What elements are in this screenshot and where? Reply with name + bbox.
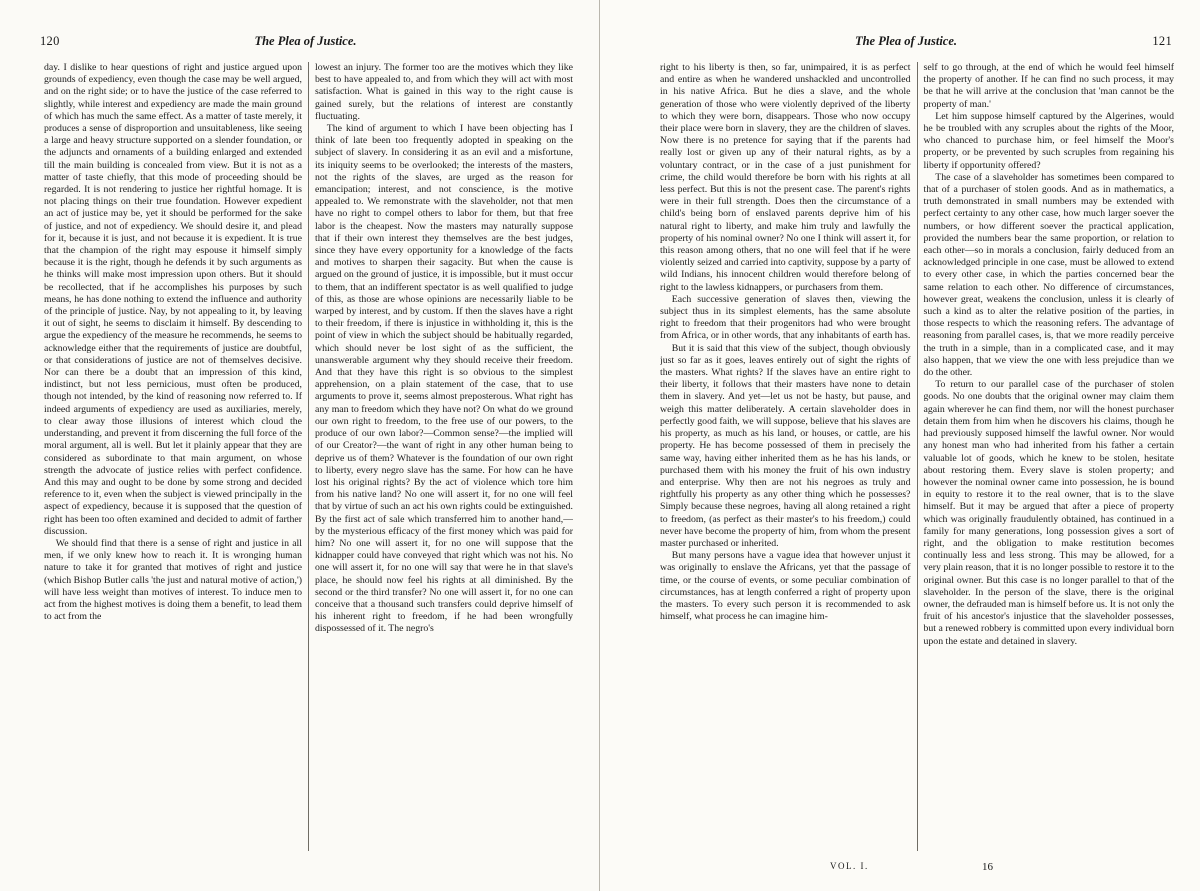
page-footer <box>660 861 1174 875</box>
paragraph: We should find that there is a sense of right and justice in all men, if we only knew how to reach it. It is wronging human nature to take it for granted that motives of right and justice (which Bishop Butler calls 'the just and natural motive of action,') will have less weight than motives of interest. To induce men to act from the highest motives is doing them a benefit, to lead them to act from the <box>44 537 302 623</box>
signature-number: 16 <box>982 861 993 873</box>
running-head <box>40 34 571 54</box>
paragraph: day. I dislike to hear questions of right and justice argued upon grounds of expediency, even though the case may be well argued, and on the right side; or to have the justice of the case referred to slightly, while interest and expediency are made the main ground of which has much the same effect. As a matter of taste merely, it produces a sense of disproportion and unsuitableness, like seeing a large and heavy structure supported on a slender foundation, or the adjuncts and ornaments of a building enlarged and extended till the main building is concealed from view. But it is not as a matter of taste chiefly, that this mode of proceeding should be regarded. It is not rendering to justice her rightful homage. It is not placing things on their true foundation. However expedient an act of justice may be, yet it should be performed for the sake of justice, and not of expediency. We should desire it, and plead for it, because it is just, and not because it is expedient. It is true that the champion of the right may espouse it himself simply because it is the right, though he defends it by such arguments as he thinks will make most impression upon others. But it should be recollected, that if he accomplishes his purposes by such means, he has done nothing to extend the influence and authority of the principle of justice. Nay, by not appealing to it, by leaving it out of sight, he seems to disclaim it himself. By descending to argue the expediency of the measure he recommends, he seems to acknowledge either that the requirements of justice are doubtful, or that considerations of justice are not of themselves decisive. Nor can there be a doubt that an impression of this kind, indistinct, but not less pernicious, must often be produced, though not intended, by the kind of reasoning now referred to. If indeed arguments of expediency are used as auxiliaries, merely, to clear away those illusions of interest which cloud the understanding, and prevent it from discerning the full force of the moral argument, all is well. But let it plainly appear that they are considered as subordinate to that main argument, on whose strength the advocate of justice relies with perfect confidence. And this may and ought to be done by some strong and decided reference to it, even when the subject is viewed principally in the aspect of expediency, because it is supposed that the question of right has been too often examined and decided to admit of farther discussion. <box>44 62 302 537</box>
paragraph: But it is said that this view of the subject, though obviously just so far as it goes, leaves entirely out of sight the rights of the masters. What rights? If the slaves have an entire right to their liberty, it follows that their masters have none to detain them in slavery. And yet—let us not be hasty, but pause, and weigh this matter deliberately. A certain slaveholder does in perfectly good faith, we will suppose, believe that his slaves are his property, as much as his land, or houses, or cattle, are his property. He has become possessed of them in precisely the same way, having either inherited them as he has his lands, or purchased them with his money the fruit of his own industry and enterprise. Why then are not his negroes as truly and rightfully his property as any other thing which he possesses? Simply because these negroes, having all along retained a right to freedom, (as perfect as their master's to his freedom,) could never have become the property of him, from whom the present master purchased or inherited. <box>660 342 911 549</box>
column-1 <box>44 62 308 851</box>
paragraph: The case of a slaveholder has sometimes been compared to that of a purchaser of stolen goods. And as in mathematics, a truth demonstrated in small numbers may be extended with perfect certainty to any other case, how much larger soever the numbers, or how different soever the practical application, provided the numbers bear the same proportion, or relation to each other—so in morals a conclusion, fairly deduced from an acknowledged principle in one case, must be allowed to extend to every other case, in which the parties concerned bear the same relation to each other. No difference of circumstances, however great, weakens the conclusion, unless it is clearly of such a kind as to alter the relative position of the parties, in those respects to which the reasoning refers. The advantage of reasoning from parallel cases, is, that we more readily perceive the truth in a simple, than in a complicated case, and it may also happen, that we view the one with less prejudice than we do the other. <box>923 171 1174 379</box>
text-columns <box>44 62 573 851</box>
right-page <box>600 0 1200 891</box>
page-number: 121 <box>1152 34 1172 48</box>
paragraph: right to his liberty is then, so far, unimpaired, it is as perfect and entire as when he wandered unshackled and uncontrolled in his native Africa. But he dies a slave, and the whole generation of those who were violently deprived of the liberty to which they were born, disappears. Those who now occupy their place were born in slavery, they are the children of slaves. Now there is no pretence for saying that if the parents had really lost or given up any of their natural rights, as by a voluntary contract, or in the case of a just punishment for crime, the child would therefore be born with his rights at all less perfect. But this is not the present case. The parent's rights were in their full strength. Does then the circumstance of a child's being born of enslaved parents deprive him of his natural right to liberty, and make him truly and lawfully the property of his nominal owner? No one I think will assert it, for this reason among others, that no one will feel that if he were violently seized and carried into captivity, suppose by a party of wild Indians, his innocent children would therefore belong of right to the lawless kidnappers, or purchasers from them. <box>660 62 911 293</box>
paragraph: But many persons have a vague idea that however unjust it was originally to enslave the Africans, yet that the passage of time, or the course of events, or some peculiar combination of circumstances, has at length conferred a right of property upon the masters. To every such person it is recommended to ask himself, what process he can imagine him- <box>660 550 911 623</box>
paragraph: self to go through, at the end of which he would feel himself the property of another. If he can find no such process, it may be that he will arrive at the conclusion that 'man cannot be the property of man.' <box>923 62 1174 110</box>
running-head <box>640 34 1172 54</box>
column-2 <box>308 62 573 851</box>
paragraph: Each successive generation of slaves then, viewing the subject thus in its simplest elements, has the same absolute right to freedom that their progenitors had who were brought from Africa, or in other words, that any inhabitants of earth has. <box>660 293 911 342</box>
volume-label: VOL. I. <box>830 861 869 871</box>
running-title: The Plea of Justice. <box>254 34 357 48</box>
paragraph: lowest an injury. The former too are the motives which they like best to have appealed to, and from which they will act with most satisfaction. What is gained in this way to the right cause is gained surely, but the relations of interest are constantly fluctuating. <box>315 62 573 122</box>
paragraph: Let him suppose himself captured by the Algerines, would he be troubled with any scruples about the rights of the Moor, who chanced to purchase him, or feel himself the Moor's property, or be prevented by such scruples from regaining his liberty if opportunity offered? <box>923 110 1174 171</box>
paragraph: To return to our parallel case of the purchaser of stolen goods. No one doubts that the original owner may claim them again wherever he can find them, nor will the honest purchaser detain them from him when he discovers his claims, though he had previously supposed himself the lawful owner. Nor would any honest man who had inherited from his father a certain valuable lot of goods, which he knew to be stolen, hesitate about restoring them. Every slave is stolen property; and however the nominal owner came into possession, he is bound in equity to restore it to the real owner, that is to the slave himself. But it may be argued that after a piece of property which was originally fraudulently obtained, has continued in a family for many generations, long possession gives a sort of right, and the obligation to make restitution becomes continually less and less strong. This may be allowed, for a very plain reason, that it is no longer possible to restore it to the original owner. But this case is no longer parallel to that of the slaveholder. In the person of the slave, there is the original owner, the defrauded man is himself before us. It is not only the fruit of his ancestor's injustice that the slaveholder possesses, but a renewed robbery is committed upon every individual born upon the estate and detained in slavery. <box>923 379 1174 647</box>
text-columns <box>660 62 1174 851</box>
column-1 <box>660 62 917 851</box>
paragraph: The kind of argument to which I have been objecting has I think of late been too frequently adopted in speaking on the subject of slavery. In considering it as an evil and a misfortune, its iniquity seems to be overlooked; the interests of the masters, not the rights of the slaves, are urged as the reason for emancipation; interest, and not conscience, is the motive appealed to. We remonstrate with the slaveholder, not that men have no right to compel others to labor for them, but that free labor is the cheapest. Now the masters may naturally suppose that if their own interest they themselves are the best judges, since they have every opportunity for a knowledge of the facts and motives to sharpen their sagacity. But when the cause is argued on the ground of justice, it is impossible, but it must occur to them, that an indifferent spectator is as well qualified to judge of this, as those are whose opinions are necessarily liable to be warped by interest, and by custom. If then the slaves have a right to their freedom, if there is injustice in withholding it, this is the point of view in which the subject should be habitually regarded, which should never be lost sight of as the sufficient, the unanswerable argument why they should receive their freedom. And that they have this right is so obvious to the simplest apprehension, on a plain statement of the case, that to use arguments to prove it, seems almost preposterous. What right has any man to freedom which they have not? On what do we ground our own right to freedom, to the free use of our powers, to the produce of our own labor?—Common sense?—the implied will of our Creator?—the want of right in any other human being to deprive us of them? Whatever is the foundation of our own right to liberty, every negro slave has the same. For how can he have lost his original rights? By the act of violence which tore him from his native land? No one will assert it, for no one will feel that by virtue of such an act his own rights could be extinguished. By the first act of sale which transferred him to another hand,—by the mysterious efficacy of the first money which was paid for him? No one will assert it, for no one will suppose that the kidnapper could have conveyed that right which was not his. No one will assert it, for no one will say that were he in that slave's place, he should now feel his rights at all diminished. By the second or the third transfer? No one will assert it, for no one can conceive that a thousand such transfers could deprive himself of his inherent right to freedom, if he had been wrongfully dispossessed of it. The negro's <box>315 123 573 635</box>
column-2 <box>917 62 1175 851</box>
running-title: The Plea of Justice. <box>854 34 958 48</box>
page-number: 120 <box>40 34 60 48</box>
